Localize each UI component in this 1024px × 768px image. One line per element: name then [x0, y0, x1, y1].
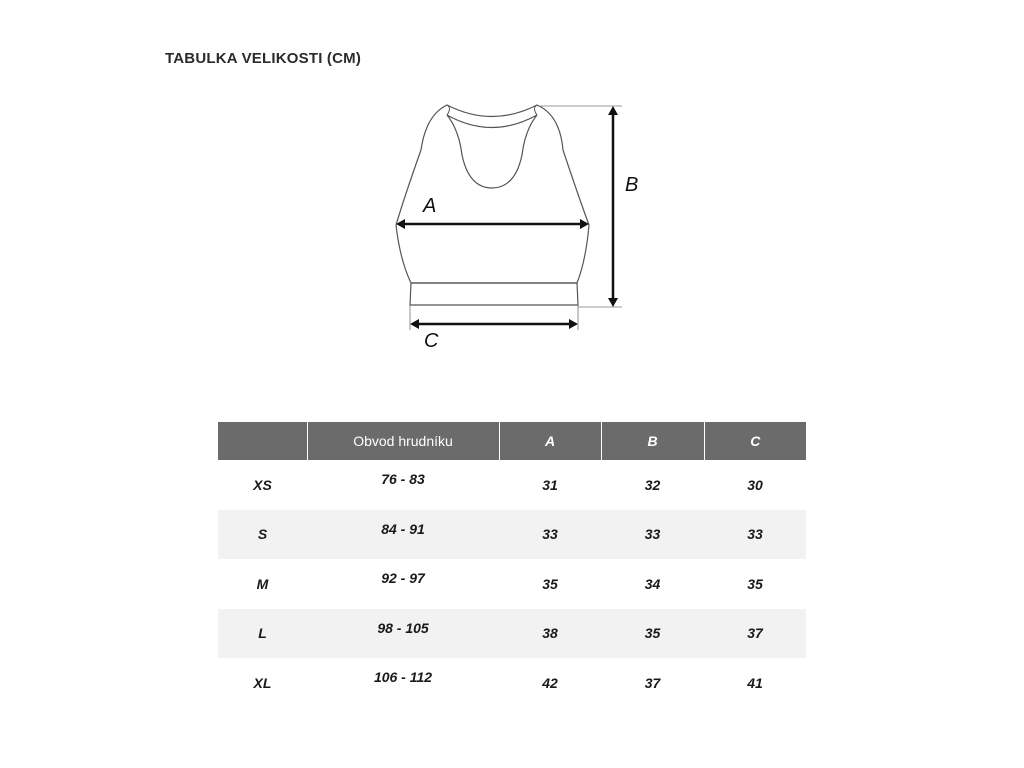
bra-outline: [396, 105, 589, 283]
table-header-row: [218, 422, 806, 460]
table-row: [218, 658, 806, 708]
size-cell: L: [218, 609, 307, 659]
a-cell: 33: [499, 510, 601, 560]
header-chest: Obvod hrudníku: [307, 422, 499, 460]
c-cell: 33: [704, 510, 806, 560]
chest-cell: 106 - 112: [373, 669, 433, 685]
chest-cell: 92 - 97: [381, 570, 425, 586]
label-c: C: [424, 330, 439, 352]
b-cell: 33: [601, 510, 704, 560]
b-cell: 35: [601, 609, 704, 659]
b-cell: 37: [644, 674, 661, 691]
label-a: A: [423, 195, 437, 217]
size-table: [218, 422, 806, 708]
a-cell: 35: [542, 575, 558, 592]
sports-bra-diagram: [380, 95, 650, 365]
bra-bottom-band: [410, 283, 578, 305]
size-cell: XL: [253, 674, 272, 691]
chest-cell: 76 - 83: [381, 471, 425, 487]
table-row: [218, 559, 806, 609]
a-cell: 42: [542, 674, 558, 691]
a-cell: 31: [542, 476, 558, 493]
bra-inner-back: [447, 115, 537, 188]
chest-cell: 98 - 105: [307, 609, 499, 659]
header-size: [218, 422, 307, 460]
b-cell: 32: [644, 476, 661, 493]
c-cell: 35: [747, 575, 763, 592]
header-a: A: [499, 422, 601, 460]
header-c: C: [704, 422, 806, 460]
table-row: [218, 609, 806, 659]
b-cell: 34: [644, 575, 661, 592]
chest-cell: 84 - 91: [307, 510, 499, 560]
header-b: B: [601, 422, 704, 460]
size-cell: XS: [253, 476, 272, 493]
label-b: B: [625, 174, 639, 196]
a-cell: 38: [499, 609, 601, 659]
size-cell: S: [218, 510, 307, 560]
c-cell: 30: [747, 476, 763, 493]
page-title: TABULKA VELIKOSTI (CM): [165, 50, 362, 67]
c-cell: 41: [747, 674, 763, 691]
c-cell: 37: [704, 609, 806, 659]
table-row: [218, 510, 806, 560]
size-cell: M: [256, 575, 269, 592]
table-row: [218, 460, 806, 510]
